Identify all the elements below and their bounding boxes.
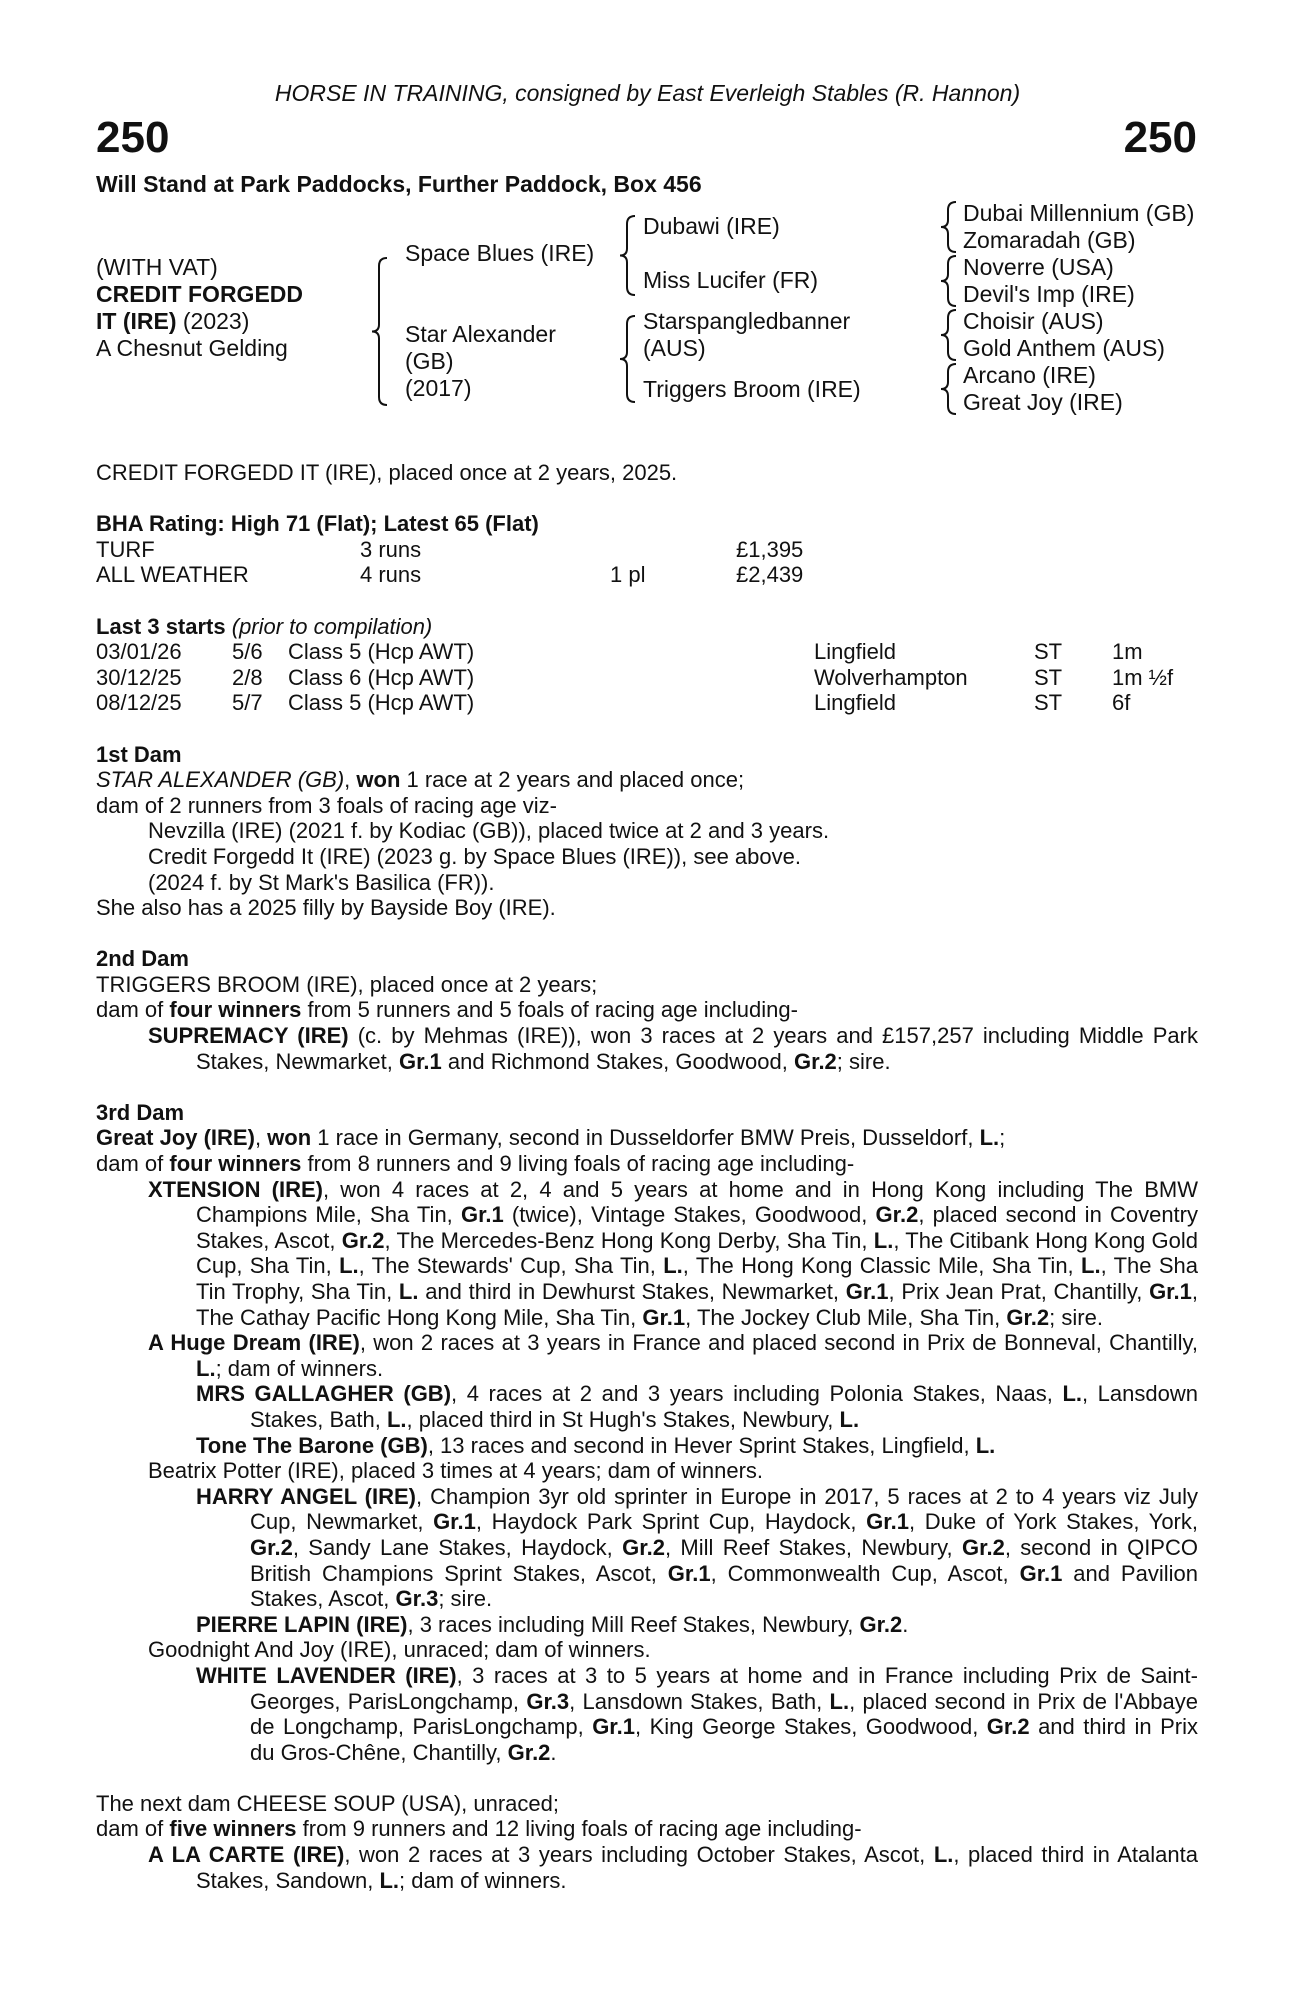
entry-text: won [267, 1125, 312, 1151]
entry-text: , King George Stakes, Goodwood, [635, 1714, 987, 1740]
race-start-row [96, 690, 1198, 716]
pedigree-entry [96, 1125, 1198, 1151]
start-course: Wolverhampton [814, 664, 968, 690]
pedigree-entry [96, 1458, 1198, 1484]
section-heading: 2nd Dam [96, 946, 189, 972]
entry-text: Gr.2 [986, 1714, 1030, 1740]
pedigree-entry [96, 1816, 1198, 1842]
brace-icon [941, 202, 956, 252]
dam-line3: (2017) [405, 375, 472, 401]
entry-text: , The Cathay Pacific Hong Kong Mile, Sha Tin, [196, 1279, 1198, 1330]
entry-text: PIERRE LAPIN (IRE) [196, 1611, 408, 1637]
catalogue-body [96, 460, 1198, 1893]
entry-text: She also has a 2025 filly by Bayside Boy (IRE). [96, 895, 556, 921]
dam-line1: Star Alexander [405, 321, 556, 347]
entry-text: dam of [96, 1816, 170, 1842]
runs: 3 runs [360, 536, 422, 562]
entry-text: Gr.2 [507, 1739, 551, 1765]
start-pos: 2/8 [232, 664, 263, 690]
start-pos: 5/6 [232, 639, 263, 665]
pedigree-entry [96, 1637, 1198, 1663]
gen3-ancestor: Zomaradah (GB) [963, 227, 1136, 253]
entry-text: four winners [169, 1151, 302, 1177]
pedigree-entry [96, 1484, 1198, 1612]
entry-text: from 9 runners and 12 living foals of racing age including- [296, 1816, 862, 1842]
start-pos: 5/7 [232, 690, 263, 716]
entry-text: L. [933, 1842, 954, 1868]
start-going: ST [1034, 690, 1063, 716]
dam-section [96, 946, 1198, 1074]
entry-text: (2024 f. by St Mark's Basilica (FR)). [148, 869, 495, 895]
entry-text: Gr.2 [622, 1534, 665, 1560]
brace-icon [941, 310, 956, 360]
entry-text: , Prix Jean Prat, Chantilly, [888, 1279, 1150, 1304]
rating-heading: BHA Rating: High 71 (Flat); Latest 65 (Flat) [96, 511, 539, 537]
entry-text: MRS GALLAGHER (GB) [196, 1381, 452, 1407]
entry-text: ; sire. [836, 1048, 891, 1074]
entry-text: L. [1062, 1381, 1082, 1407]
entry-text: from 5 runners and 5 foals of racing age including- [301, 997, 798, 1023]
start-race: Class 5 (Hcp AWT) [288, 690, 475, 716]
entry-text: ; dam of winners. [399, 1867, 567, 1893]
section-heading: 1st Dam [96, 741, 182, 767]
entry-text: The next dam CHEESE SOUP (USA), unraced; [96, 1790, 559, 1816]
dam-section [96, 1791, 1198, 1893]
entry-text: Gr.2 [1006, 1304, 1050, 1330]
entry-text: L. [1081, 1253, 1101, 1279]
last-starts-note: (prior to compilation) [225, 613, 433, 639]
pedigree-entry [96, 895, 1198, 921]
entry-text: , placed second in Prix de l'Abbaye de Longchamp, ParisLongchamp, [250, 1688, 1198, 1740]
pedigree-entry [96, 1663, 1198, 1765]
entry-text: XTENSION (IRE) [148, 1176, 323, 1202]
entry-text: Gr.1 [398, 1048, 442, 1074]
pedigree-entry [96, 818, 1198, 844]
entry-text: Gr.1 [1019, 1560, 1063, 1586]
summary-text: CREDIT FORGEDD IT (IRE), placed once at 2 years, 2025. [96, 460, 678, 485]
rating-row-all-weather [96, 562, 1198, 588]
entry-text: L. [829, 1688, 850, 1714]
start-course: Lingfield [814, 639, 896, 665]
pedigree-entry [96, 1151, 1198, 1177]
race-summary [96, 460, 1198, 486]
entry-text: . [902, 1611, 909, 1637]
entry-text: , Sandy Lane Stakes, Haydock, [292, 1534, 623, 1560]
foaling-year: (2023) [176, 308, 250, 334]
start-date: 30/12/25 [96, 664, 182, 690]
entry-text: TRIGGERS BROOM (IRE), placed once at 2 years; [96, 971, 598, 997]
entry-text: Credit Forgedd It (IRE) (2023 g. by Space Blues (IRE)), see above. [148, 843, 801, 869]
horse-description: A Chesnut Gelding [96, 335, 288, 361]
entry-text: won [356, 767, 401, 793]
entry-text: Tone The Barone (GB) [196, 1432, 428, 1458]
entry-text: L. [979, 1125, 1000, 1151]
entry-text: (twice), Vintage Stakes, Goodwood, [503, 1202, 876, 1228]
entry-text: Gr.1 [845, 1279, 889, 1304]
entry-text: HARRY ANGEL (IRE) [196, 1483, 417, 1509]
pedigree-entry [96, 1612, 1198, 1638]
pedigree-entry [96, 1177, 1198, 1331]
entry-text: STAR ALEXANDER (GB) [96, 767, 345, 793]
entry-text: L. [379, 1867, 400, 1893]
entry-text: , The Mercedes-Benz Hong Kong Derby, Sha Tin, [384, 1227, 874, 1253]
entry-text: Gr.2 [793, 1048, 837, 1074]
brace-icon [941, 256, 956, 306]
gen3-ancestor: Gold Anthem (AUS) [963, 335, 1165, 361]
pedigree-entry [96, 767, 1198, 793]
gen3-ancestor: Choisir (AUS) [963, 308, 1104, 334]
entry-text: Beatrix Potter (IRE), placed 3 times at 4 years; dam of winners. [148, 1458, 764, 1484]
entry-text: L. [839, 1406, 860, 1432]
gen3-ancestor: Noverre (USA) [963, 254, 1114, 280]
entry-text: and third in Dewhurst Stakes, Newmarket, [418, 1279, 846, 1304]
entry-text: and Richmond Stakes, Goodwood, [441, 1048, 794, 1074]
surface: ALL WEATHER [96, 562, 249, 588]
entry-text: , 4 races at 2 and 3 years including Polonia Stakes, Naas, [451, 1381, 1063, 1407]
dam-dam: Triggers Broom (IRE) [643, 376, 861, 402]
entry-text: , placed third in Atalanta Stakes, Sandown, [196, 1842, 1198, 1893]
entry-text: L. [873, 1227, 894, 1253]
consignor-header: HORSE IN TRAINING, consigned by East Everleigh Stables (R. Hannon) [274, 80, 1021, 106]
start-date: 03/01/26 [96, 639, 182, 665]
pedigree-entry [96, 1381, 1198, 1432]
pedigree-entry [96, 972, 1198, 998]
start-going: ST [1034, 639, 1063, 665]
dam-section [96, 742, 1198, 921]
entry-text: Gr.1 [667, 1560, 711, 1586]
entry-text: . [550, 1739, 557, 1765]
entry-text: Gr.1 [866, 1509, 909, 1535]
horse-name-line2 [96, 308, 249, 335]
pedigree-entry [96, 1433, 1198, 1459]
pedigree-entry [96, 1023, 1198, 1074]
pedigree-entry [96, 793, 1198, 819]
vat-note: (WITH VAT) [96, 254, 218, 280]
start-date: 08/12/25 [96, 690, 182, 716]
dam-section [96, 1100, 1198, 1765]
placed: 1 pl [610, 562, 646, 588]
entry-text: Gr.2 [962, 1534, 1005, 1560]
pedigree-entry [96, 1791, 1198, 1817]
entry-text: , The Citibank Hong Kong Gold Cup, Sha Tin, [196, 1227, 1198, 1279]
gen3-ancestor: Great Joy (IRE) [963, 389, 1123, 415]
pedigree-entry [96, 870, 1198, 896]
start-race: Class 6 (Hcp AWT) [288, 664, 475, 690]
entry-text: , Commonwealth Cup, Ascot, [710, 1560, 1020, 1586]
entry-text: , The Stewards' Cup, Sha Tin, [358, 1253, 664, 1279]
entry-text: L. [975, 1432, 996, 1458]
earnings: £2,439 [736, 562, 804, 588]
race-start-row [96, 639, 1198, 665]
entry-text: SUPREMACY (IRE) [148, 1023, 349, 1049]
entry-text: L. [339, 1253, 359, 1279]
sire-sire: Dubawi (IRE) [643, 213, 780, 239]
earnings: £1,395 [736, 536, 804, 562]
entry-text: dam of 2 runners from 3 foals of racing age viz- [96, 792, 557, 818]
entry-text: , placed third in St Hugh's Stakes, Newbury, [406, 1406, 840, 1432]
horse-name-suffix: IT (IRE) [96, 308, 177, 334]
entry-text: , Mill Reef Stakes, Newbury, [664, 1534, 962, 1560]
entry-text: , 13 races and second in Hever Sprint Stakes, Lingfield, [427, 1432, 976, 1458]
sire-dam: Miss Lucifer (FR) [643, 267, 819, 293]
entry-text: Gr.2 [859, 1611, 903, 1637]
entry-text: Gr.2 [250, 1534, 293, 1560]
brace-icon [620, 316, 635, 402]
entry-text: four winners [169, 997, 302, 1023]
rating-row-turf [96, 537, 1198, 563]
start-race: Class 5 (Hcp AWT) [288, 639, 475, 665]
entry-text: Gr.1 [433, 1509, 476, 1535]
last-starts-heading: Last 3 starts [96, 613, 226, 639]
brace-icon [941, 364, 956, 414]
entry-text: L. [196, 1355, 216, 1381]
entry-text: Gr.3 [395, 1586, 439, 1612]
entry-text: , The Jockey Club Mile, Sha Tin, [685, 1304, 1007, 1330]
entry-text: , Haydock Park Sprint Cup, Haydock, [475, 1509, 867, 1535]
race-start-row [96, 665, 1198, 691]
entry-text: 1 race at 2 years and placed once; [400, 767, 745, 793]
entry-text: , The Hong Kong Classic Mile, Sha Tin, [682, 1253, 1081, 1279]
dam-sire-line2: (AUS) [643, 335, 706, 361]
brace-icon [620, 216, 635, 295]
entry-text: , Lansdown Stakes, Bath, [569, 1688, 830, 1714]
entry-text: , The Sha Tin Trophy, Sha Tin, [196, 1253, 1198, 1304]
runs: 4 runs [360, 562, 422, 588]
entry-text: 1 race in Germany, second in Dusseldorfer BMW Preis, Dusseldorf, [311, 1125, 980, 1151]
entry-text: from 8 runners and 9 living foals of racing age including- [301, 1151, 855, 1177]
entry-text: , won 2 races at 3 years including October Stakes, Ascot, [344, 1842, 934, 1868]
dam-sire-line1: Starspangledbanner [643, 308, 851, 334]
entry-text: Gr.3 [526, 1688, 570, 1714]
last-starts-title [96, 614, 1198, 640]
entry-text: , [254, 1125, 268, 1151]
lot-number-left: 250 [96, 113, 170, 162]
entry-text: , Lansdown Stakes, Bath, [250, 1381, 1198, 1432]
entry-text: and Pavilion Stakes, Ascot, [250, 1560, 1198, 1612]
gen3-ancestor: Devil's Imp (IRE) [963, 281, 1135, 307]
entry-text: five winners [169, 1816, 297, 1842]
gen3-ancestor: Arcano (IRE) [963, 362, 1096, 388]
entry-text: ; [999, 1125, 1006, 1151]
entry-text: Nevzilla (IRE) (2021 f. by Kodiac (GB)), placed twice at 2 and 3 years. [148, 818, 830, 844]
surface: TURF [96, 536, 155, 562]
entry-text: Gr.1 [642, 1304, 686, 1330]
sire: Space Blues (IRE) [405, 240, 595, 266]
entry-text: Gr.1 [592, 1714, 635, 1740]
entry-text: ; dam of winners. [215, 1355, 384, 1381]
section-heading: 3rd Dam [96, 1099, 185, 1125]
entry-text: , [344, 767, 357, 793]
pedigree-entry [96, 844, 1198, 870]
entry-text: and third in Prix du Gros-Chêne, Chantilly, [250, 1714, 1198, 1765]
entry-text: ; sire. [1049, 1304, 1103, 1330]
entry-text: , placed second in Coventry Stakes, Ascot, [196, 1202, 1198, 1253]
entry-text: Goodnight And Joy (IRE), unraced; dam of winners. [148, 1637, 651, 1663]
entry-text: Gr.2 [875, 1202, 919, 1228]
entry-text: ; sire. [438, 1586, 493, 1612]
entry-text: Gr.1 [460, 1202, 504, 1228]
start-course: Lingfield [814, 690, 896, 716]
dam-line2: (GB) [405, 348, 454, 374]
entry-text: WHITE LAVENDER (IRE) [196, 1662, 457, 1688]
rating-title [96, 511, 1198, 537]
gen3-ancestor: Dubai Millennium (GB) [963, 200, 1195, 226]
entry-text: , won 2 races at 3 years in France and placed second in Prix de Bonneval, Chantilly, [359, 1330, 1198, 1356]
entry-text: L. [386, 1406, 407, 1432]
stabling-location: Will Stand at Park Paddocks, Further Paddock, Box 456 [96, 171, 702, 197]
entry-text: , 3 races including Mill Reef Stakes, Newbury, [407, 1611, 860, 1637]
entry-text: A Huge Dream (IRE) [148, 1330, 360, 1356]
start-dist: 1m ½f [1112, 664, 1174, 690]
entry-text: A LA CARTE (IRE) [148, 1842, 345, 1868]
pedigree-entry [96, 997, 1198, 1023]
entry-text: , second in QIPCO British Champions Sprint Stakes, Ascot, [250, 1534, 1198, 1586]
entry-text: (c. by Mehmas (IRE)), won 3 races at 2 years and £157,257 including Middle Park Stakes, Newmarket, [196, 1023, 1198, 1074]
pedigree-entry [96, 1842, 1198, 1893]
entry-text: dam of [96, 997, 170, 1023]
entry-text: L. [398, 1279, 419, 1304]
entry-text: , Champion 3yr old sprinter in Europe in 2017, 5 races at 2 to 4 years viz July Cup, Newmarket, [250, 1483, 1198, 1535]
start-going: ST [1034, 664, 1063, 690]
lot-number-right: 250 [1123, 113, 1197, 162]
entry-text: Great Joy (IRE) [96, 1125, 255, 1151]
entry-text: , 3 races at 3 to 5 years at home and in France including Prix de Saint-Georges, ParisLongchamp, [250, 1662, 1198, 1714]
horse-name: CREDIT FORGEDD [96, 281, 303, 307]
entry-text: , won 4 races at 2, 4 and 5 years at home and in Hong Kong including The BMW Champions Mile, Sha Tin, [196, 1176, 1198, 1228]
brace-icon [372, 258, 387, 405]
entry-text: dam of [96, 1151, 170, 1177]
start-dist: 6f [1112, 690, 1131, 716]
entry-text: , Duke of York Stakes, York, [908, 1509, 1199, 1535]
pedigree-entry [96, 1330, 1198, 1381]
entry-text: Gr.1 [1149, 1279, 1192, 1304]
start-dist: 1m [1112, 639, 1143, 665]
entry-text: L. [663, 1253, 683, 1279]
entry-text: Gr.2 [341, 1227, 385, 1253]
